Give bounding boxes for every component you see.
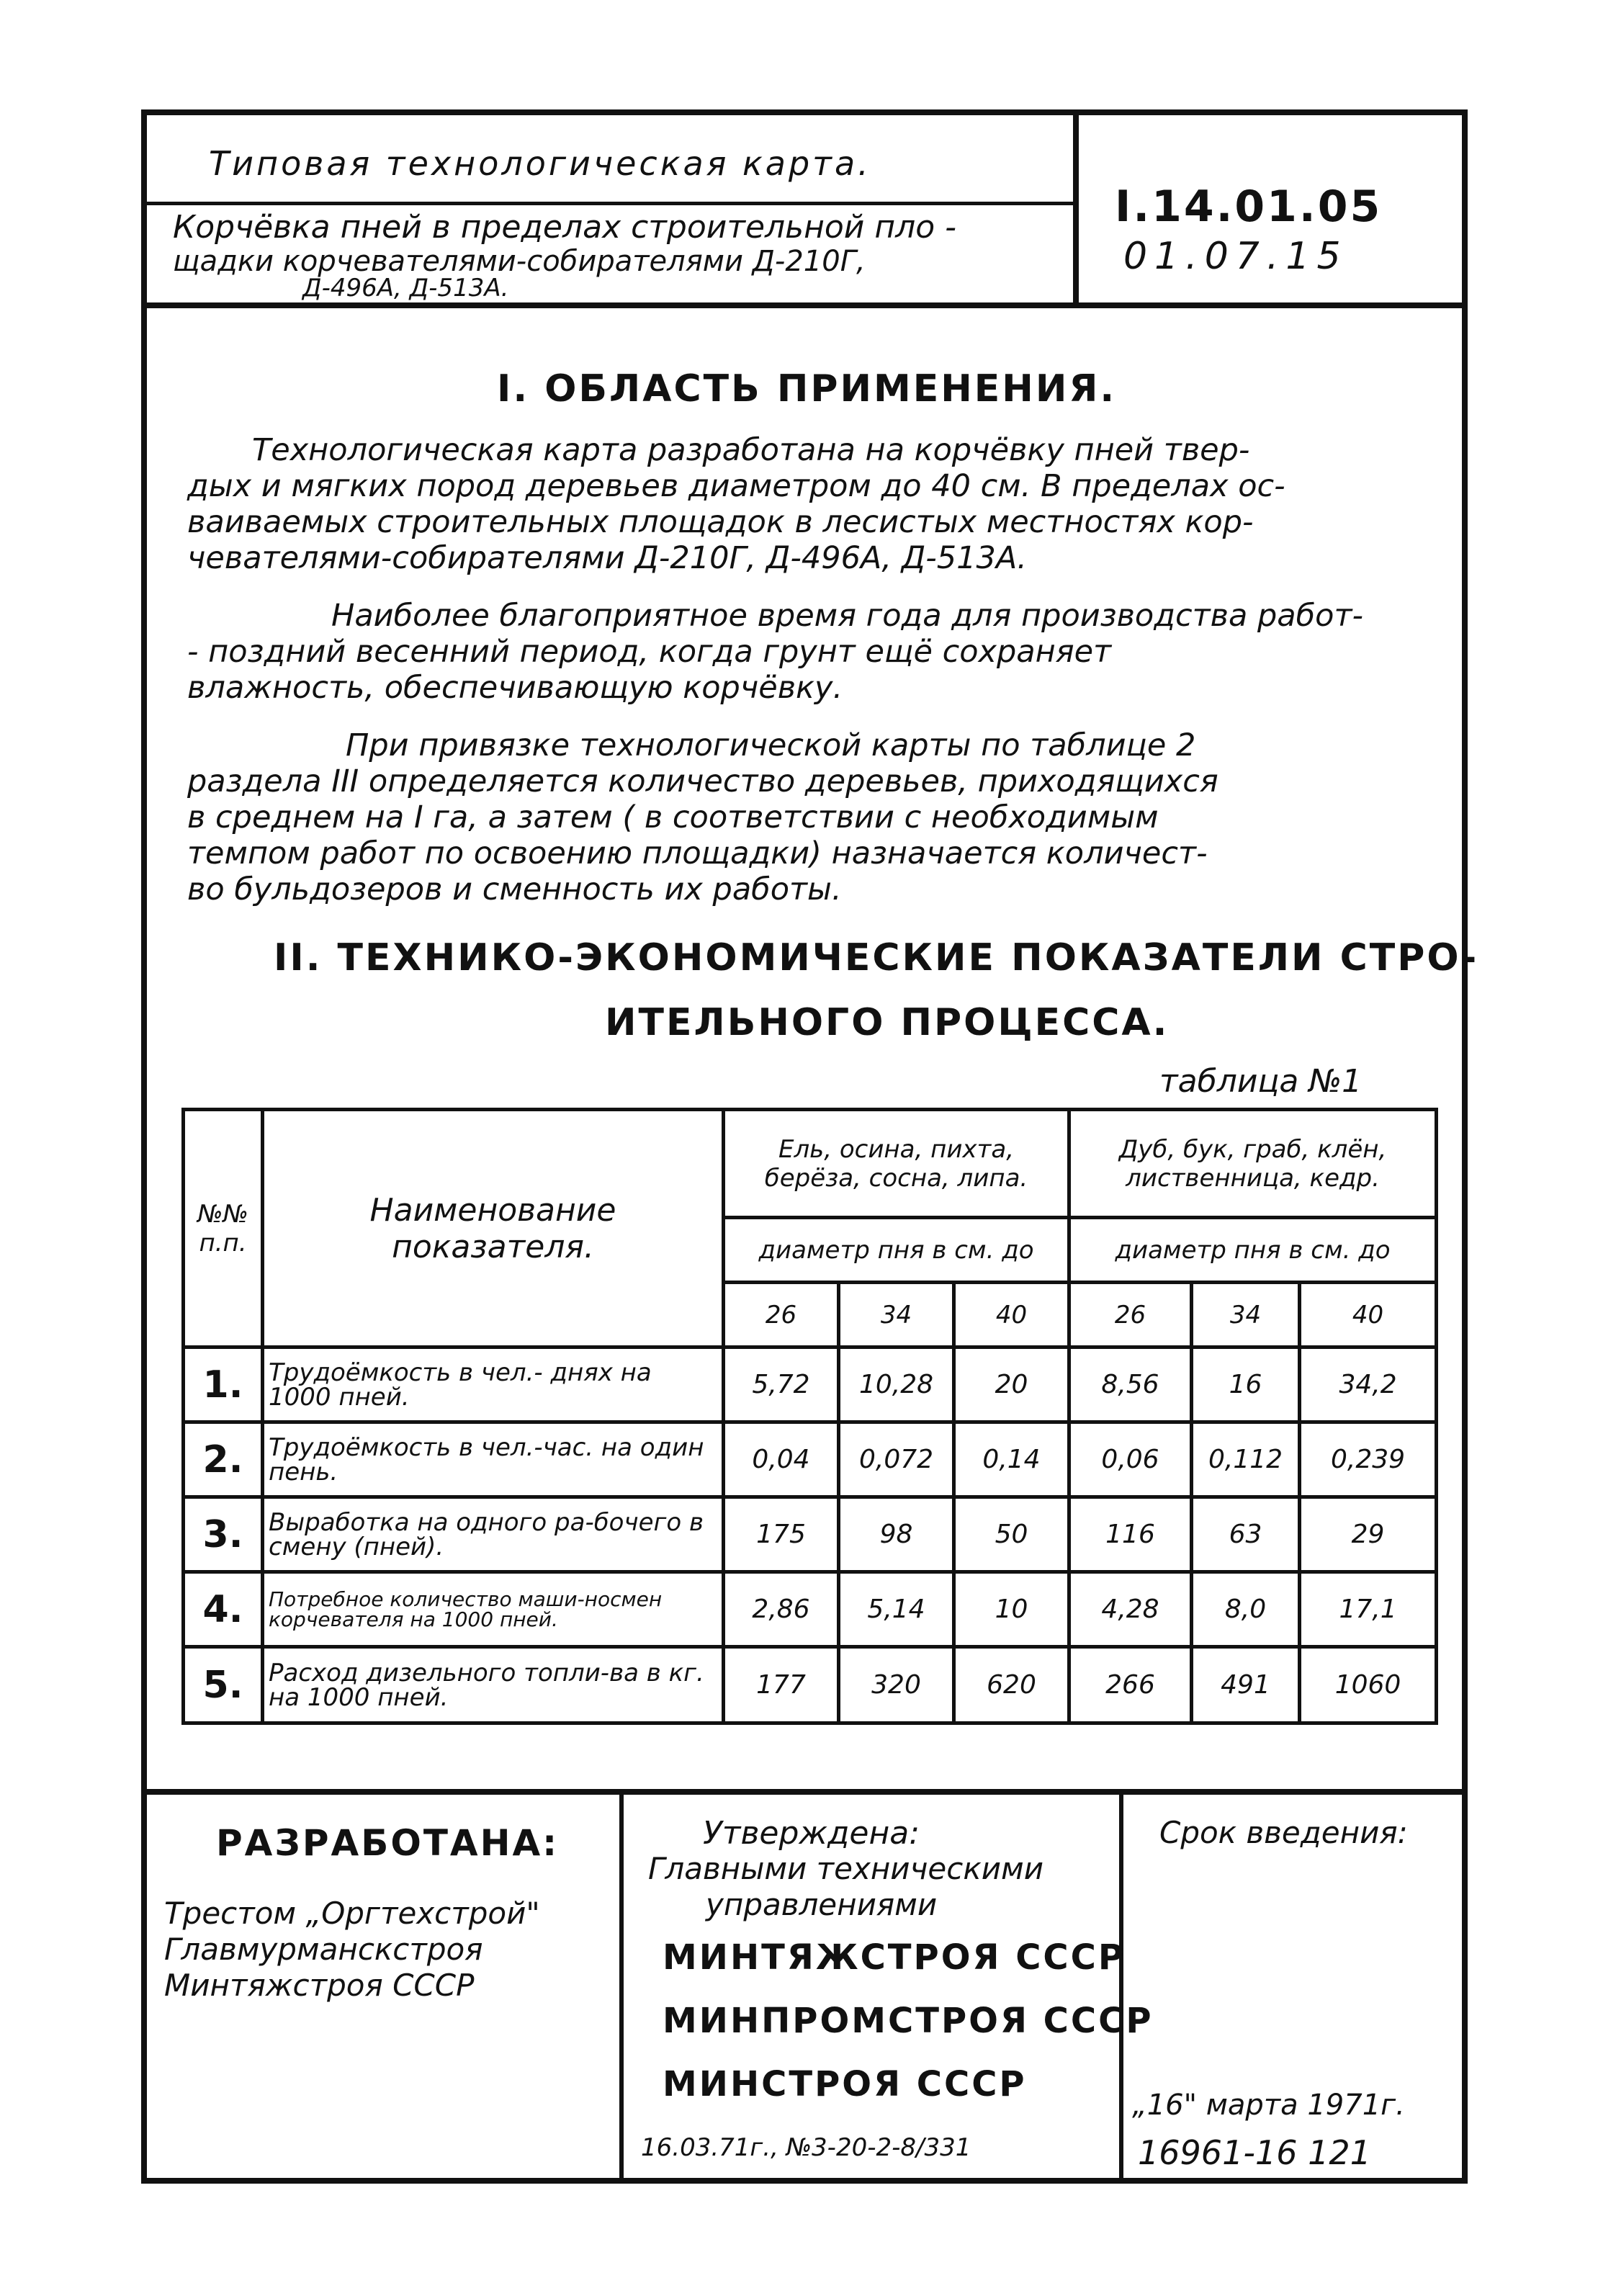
diameter-cell: 40 <box>954 1283 1069 1347</box>
diameter-cell: 26 <box>724 1283 839 1347</box>
section1-paragraph-2: Наиболее благоприятное время года для производства работ- - поздний весенний период, когда грунт ещё сохраняет влажность, обеспечивающую корчёвку. <box>187 598 1364 706</box>
row-name: Выработка на одного ра-бочего в смену (пней). <box>263 1497 724 1572</box>
developed-line-2: Главмурманскстроя <box>164 1932 483 1967</box>
col-header-number: №№ п.п. <box>184 1110 263 1347</box>
table-row <box>184 1347 1437 1422</box>
term-title: Срок введения: <box>1159 1815 1408 1850</box>
table-caption: таблица №1 <box>1159 1063 1363 1100</box>
doc-type: Типовая технологическая карта. <box>209 144 871 183</box>
footer-vertical-divider-1 <box>619 1789 624 2184</box>
group-header-hard-wood: Дуб, бук, граб, клён, лиственница, кедр. <box>1069 1110 1437 1218</box>
row-value: 0,14 <box>954 1422 1069 1497</box>
row-name: Трудоёмкость в чел.-час. на один пень. <box>263 1422 724 1497</box>
row-value: 0,112 <box>1192 1422 1300 1497</box>
row-number: 1. <box>184 1347 263 1422</box>
section1-paragraph-3: При привязке технологической карты по таблице 2 раздела III определяется количество деревьев, приходящихся в среднем на I га, а затем ( в соответствии с необходимым темпом работ по освоению площадки) назначается количест- во бульдозеров и сменность их работы. <box>187 727 1218 907</box>
table-row <box>184 1422 1437 1497</box>
table-row <box>184 1647 1437 1723</box>
row-value: 8,56 <box>1069 1347 1192 1422</box>
indicators-table <box>181 1108 1438 1725</box>
row-value: 34,2 <box>1300 1347 1437 1422</box>
approval-reference: 16.03.71г., №3-20-2-8/331 <box>641 2133 971 2162</box>
row-value: 5,14 <box>839 1572 954 1647</box>
row-value: 17,1 <box>1300 1572 1437 1647</box>
subheader-diameter-2: диаметр пня в см. до <box>1069 1218 1437 1283</box>
row-name: Трудоёмкость в чел.- днях на 1000 пней. <box>263 1347 724 1422</box>
doc-code-handwritten: 01.07.15 <box>1123 235 1348 278</box>
title-line-1: Корчёвка пней в пределах строительной пло - <box>173 209 957 246</box>
ministry-2: МИНПРОМСТРОЯ СССР <box>663 2001 1154 2041</box>
approved-line-1: Главными техническими <box>648 1851 1043 1886</box>
developed-line-1: Трестом „Оргтехстрой" <box>164 1896 540 1931</box>
row-value: 10 <box>954 1572 1069 1647</box>
section2-heading-line-1: II. ТЕХНИКО-ЭКОНОМИЧЕСКИЕ ПОКАЗАТЕЛИ СТРО- <box>274 936 1479 979</box>
subheader-diameter-1: диаметр пня в см. до <box>724 1218 1069 1283</box>
row-number: 3. <box>184 1497 263 1572</box>
header-vertical-divider <box>1073 109 1079 307</box>
row-value: 98 <box>839 1497 954 1572</box>
diameter-cell: 40 <box>1300 1283 1437 1347</box>
section1-paragraph-1: Технологическая карта разработана на корчёвку пней твер- дых и мягких пород деревьев диаметром до 40 см. В пределах ос- ваиваемых строительных площадок в лесистых местностях кор- чевателями-собирателями Д-210Г, Д-496А, Д-513А. <box>187 432 1285 576</box>
row-value: 175 <box>724 1497 839 1572</box>
row-value: 116 <box>1069 1497 1192 1572</box>
row-name: Расход дизельного топли-ва в кг. на 1000 пней. <box>263 1647 724 1723</box>
diameter-cell: 34 <box>1192 1283 1300 1347</box>
row-value: 50 <box>954 1497 1069 1572</box>
doc-code: I.14.01.05 <box>1115 181 1383 232</box>
row-value: 16 <box>1192 1347 1300 1422</box>
row-value: 491 <box>1192 1647 1300 1723</box>
row-value: 8,0 <box>1192 1572 1300 1647</box>
approved-title: Утверждена: <box>703 1815 920 1852</box>
row-number: 2. <box>184 1422 263 1497</box>
ministry-1: МИНТЯЖСТРОЯ СССР <box>663 1937 1126 1978</box>
row-value: 10,28 <box>839 1347 954 1422</box>
section1-heading: I. ОБЛАСТЬ ПРИМЕНЕНИЯ. <box>497 367 1117 411</box>
header-divider <box>141 302 1468 308</box>
row-value: 620 <box>954 1647 1069 1723</box>
row-value: 177 <box>724 1647 839 1723</box>
row-value: 63 <box>1192 1497 1300 1572</box>
diameter-cell: 34 <box>839 1283 954 1347</box>
title-line-2: щадки корчевателями-собирателями Д-210Г, <box>173 245 866 278</box>
row-value: 20 <box>954 1347 1069 1422</box>
row-value: 0,239 <box>1300 1422 1437 1497</box>
term-date: „16" марта 1971г. <box>1132 2089 1405 2122</box>
table-row <box>184 1497 1437 1572</box>
col-header-name: Наименование показателя. <box>263 1110 724 1347</box>
row-value: 266 <box>1069 1647 1192 1723</box>
footer-divider <box>141 1789 1468 1795</box>
diameter-cell: 26 <box>1069 1283 1192 1347</box>
row-value: 4,28 <box>1069 1572 1192 1647</box>
footer-vertical-divider-2 <box>1119 1789 1123 2184</box>
term-handwritten-number: 16961-16 121 <box>1138 2133 1371 2172</box>
row-value: 29 <box>1300 1497 1437 1572</box>
row-number: 4. <box>184 1572 263 1647</box>
row-value: 0,06 <box>1069 1422 1192 1497</box>
row-value: 2,86 <box>724 1572 839 1647</box>
row-value: 320 <box>839 1647 954 1723</box>
row-value: 0,072 <box>839 1422 954 1497</box>
row-value: 1060 <box>1300 1647 1437 1723</box>
row-number: 5. <box>184 1647 263 1723</box>
row-name: Потребное количество маши-носмен корчевателя на 1000 пней. <box>263 1572 724 1647</box>
developed-title: РАЗРАБОТАНА: <box>216 1822 560 1864</box>
ministry-3: МИНСТРОЯ СССР <box>663 2064 1027 2104</box>
row-value: 0,04 <box>724 1422 839 1497</box>
section2-heading-line-2: ИТЕЛЬНОГО ПРОЦЕССА. <box>605 1001 1170 1044</box>
table-row <box>184 1572 1437 1647</box>
row-value: 5,72 <box>724 1347 839 1422</box>
header-title-divider <box>141 202 1077 205</box>
approved-line-2: управлениями <box>706 1887 938 1922</box>
group-header-soft-wood: Ель, осина, пихта, берёза, сосна, липа. <box>724 1110 1069 1218</box>
developed-line-3: Минтяжстроя СССР <box>164 1968 475 2003</box>
title-line-3: Д-496А, Д-513А. <box>302 274 509 302</box>
